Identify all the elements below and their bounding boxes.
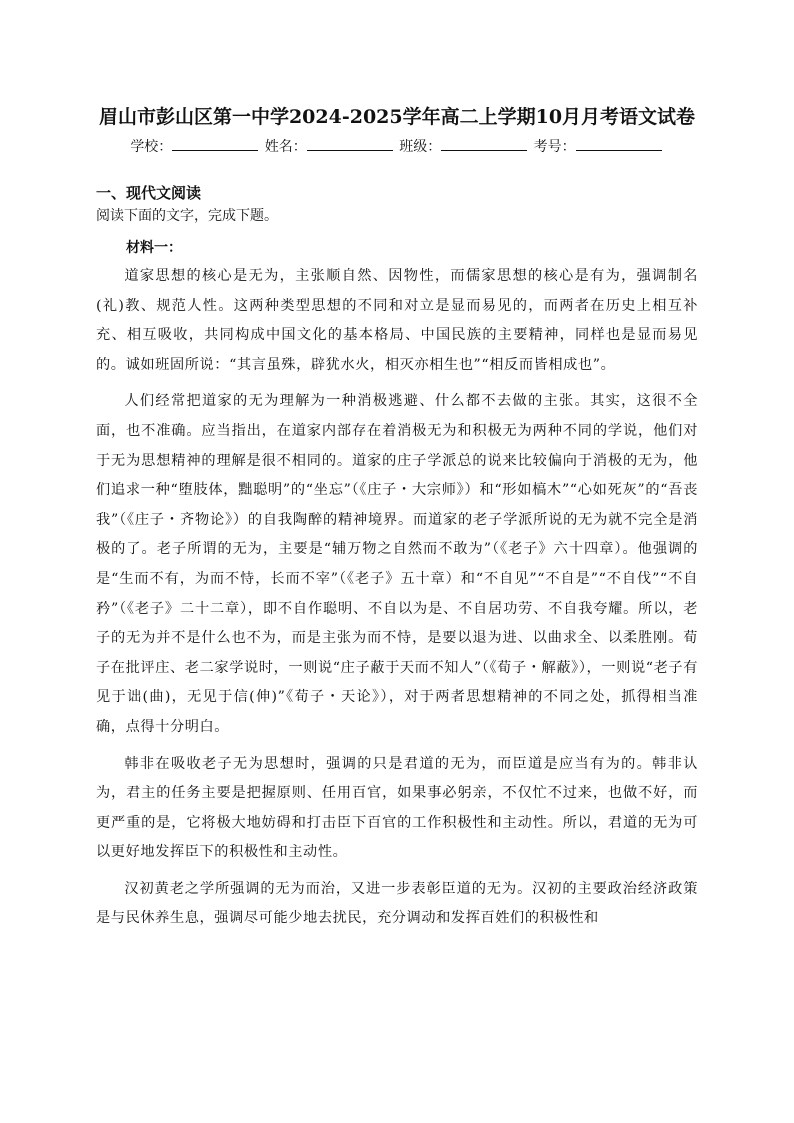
student-info-row	[0, 136, 794, 156]
passage-body	[96, 262, 698, 941]
school-blank	[172, 136, 258, 151]
name-blank	[307, 136, 393, 151]
passage-paragraph: 韩非在吸收老子无为思想时，强调的只是君道的无为，而臣道是应当有为的。韩非认为，君主的任务主要是把握原则、任用百官，如果事必躬亲，不仅忙不过来，也做不好，而更严重的是，它将极大地妨碍和打击臣下百官的工作积极性和主动性。所以，君道的无为可以更好地发挥臣下的积极性和主动性。	[96, 755, 698, 861]
material-label: 材料一：	[126, 240, 182, 256]
reading-instruction: 阅读下面的文字，完成下题。	[96, 208, 278, 224]
number-blank	[576, 136, 662, 151]
class-label: 班级：	[399, 139, 442, 155]
exam-title: 眉山市彭山区第一中学2024-2025学年高二上学期10月月考语文试卷	[98, 106, 696, 128]
name-label: 姓名：	[264, 139, 307, 155]
school-label: 学校：	[130, 139, 173, 155]
class-blank	[441, 136, 527, 151]
passage-paragraph: 汉初黄老之学所强调的无为而治，又进一步表彰臣道的无为。汉初的主要政治经济政策是与民休养生息，强调尽可能少地去扰民，充分调动和发挥百姓们的积极性和	[96, 880, 698, 927]
section-heading: 一、现代文阅读	[96, 184, 202, 202]
passage-paragraph: 人们经常把道家的无为理解为一种消极逃避、什么都不去做的主张。其实，这很不全面，也不准确。应当指出，在道家内部存在着消极无为和积极无为两种不同的学说，他们对于无为思想精神的理解是很不相同的。道家的庄子学派总的说来比较偏向于消极的无为，他们追求一种“堕肢体，黜聪明”的“坐忘”（《庄子・大宗师》）和“形如槁木”“心如死灰”的“吾丧我”（《庄子・齐物论》）的自我陶醉的精神境界。而道家的老子学派所说的无为就不完全是消极的了。老子所谓的无为，主要是“辅万物之自然而不敢为”（《老子》六十四章）。他强调的是“生而不有，为而不恃，长而不宰”（《老子》五十章）和“不自见”“不自是”“不自伐”“不自矜”（《老子》二十二章），即不自作聪明、不自以为是、不自居功劳、不自我夸耀。所以，老子的无为并不是什么也不为，而是主张为而不恃，是要以退为进、以曲求全、以柔胜刚。荀子在批评庄、老二家学说时，一则说“庄子蔽于天而不知人”（《荀子・解蔽》），一则说“老子有见于诎(曲)，无见于信(伸)”《荀子・天论》），对于两者思想精神的不同之处，抓得相当准确，点得十分明白。	[96, 393, 698, 735]
passage-paragraph: 道家思想的核心是无为，主张顺自然、因物性，而儒家思想的核心是有为，强调制名(礼)教、规范人性。这两种类型思想的不同和对立是显而易见的，而两者在历史上相互补充、相互吸收，共同构成中国文化的基本格局、中国民族的主要精神，同样也是显而易见的。诚如班固所说：“其言虽殊，辟犹水火，相灭亦相生也”“相反而皆相成也”。	[96, 268, 698, 373]
number-label: 考号：	[533, 139, 576, 155]
